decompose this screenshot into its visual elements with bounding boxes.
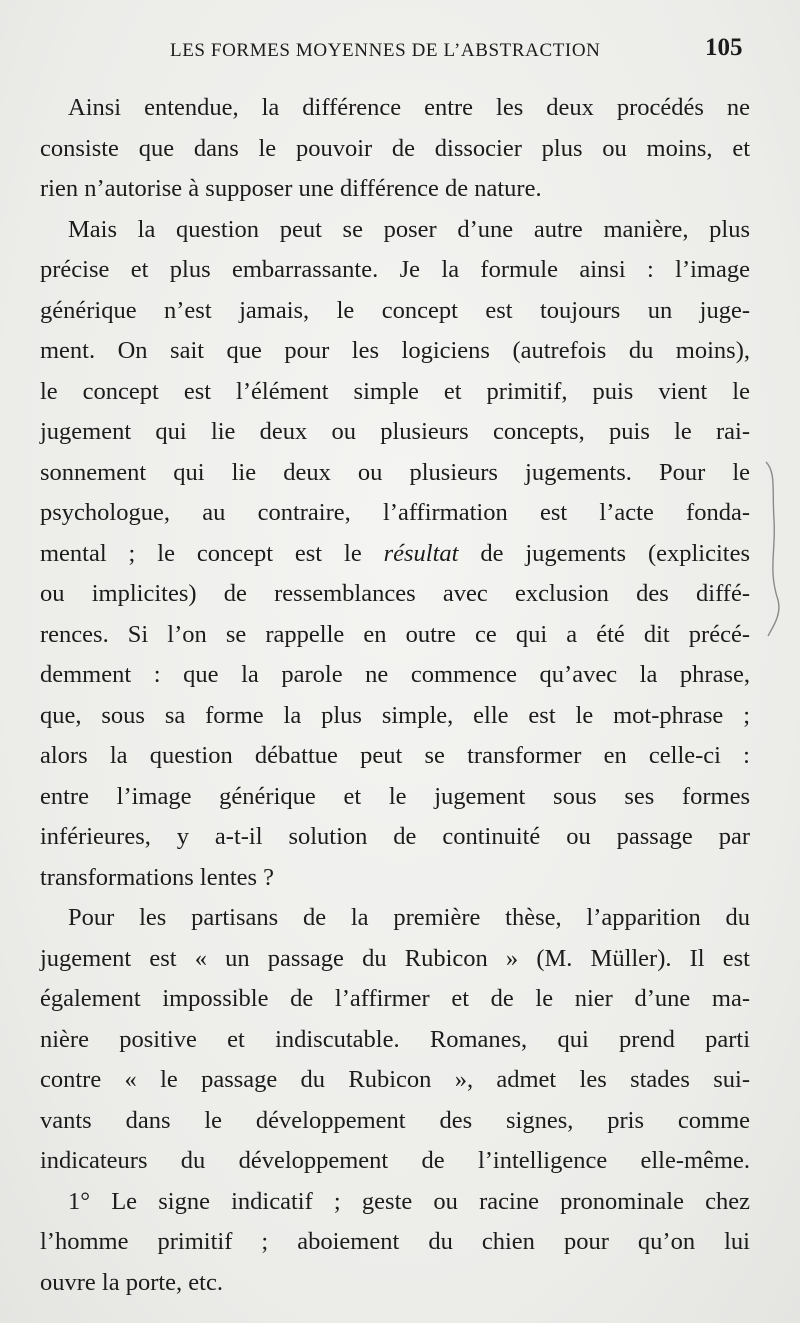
text-line: générique n’est jamais, le concept est toujours un juge- xyxy=(40,296,750,324)
text-line: le concept est l’élément simple et primitif, puis vient le xyxy=(40,377,750,405)
text-line: l’homme primitif ; aboiement du chien pour qu’on lui xyxy=(40,1228,750,1255)
text-line: consiste que dans le pouvoir de dissocier plus ou moins, et xyxy=(40,134,750,162)
text-segment: de jugements (explicites xyxy=(458,539,750,567)
text-line: rences. Si l’on se rappelle en outre ce qui a été dit précé- xyxy=(40,620,750,648)
text-line: transformations lentes ? xyxy=(40,863,275,891)
text-line: jugement qui lie deux ou plusieurs concepts, puis le rai- xyxy=(40,418,750,445)
text-line: vants dans le développement des signes, pris comme xyxy=(40,1106,750,1134)
italic-word: résultat xyxy=(383,539,459,567)
text-line: nière positive et indiscutable. Romanes, qui prend parti xyxy=(40,1025,750,1053)
text-line: Pour les partisans de la première thèse, l’apparition du xyxy=(68,904,750,931)
text-line: entre l’image générique et le jugement sous ses formes xyxy=(40,782,750,810)
text-line: psychologue, au contraire, l’affirmation est l’acte fonda- xyxy=(40,499,750,526)
text-line: jugement est « un passage du Rubicon » (M. Müller). Il est xyxy=(40,944,750,972)
text-line: Ainsi entendue, la différence entre les deux procédés ne xyxy=(68,94,750,121)
text-line: inférieures, y a-t-il solution de continuité ou passage par xyxy=(40,823,750,850)
text-line: que, sous sa forme la plus simple, elle est le mot-phrase ; xyxy=(40,701,750,729)
text-line: rien n’autorise à supposer une différence de nature. xyxy=(40,175,542,202)
text-line-with-italic xyxy=(40,534,750,575)
margin-pencil-mark xyxy=(762,460,792,640)
text-line: Mais la question peut se poser d’une autre manière, plus xyxy=(68,215,750,243)
text-line: demment : que la parole ne commence qu’avec la phrase, xyxy=(40,661,750,688)
text-line: également impossible de l’affirmer et de le nier d’une ma- xyxy=(40,985,750,1012)
text-line: ouvre la porte, etc. xyxy=(40,1268,223,1296)
text-segment: mental ; le concept est le xyxy=(40,539,384,567)
text-line: alors la question débattue peut se transformer en celle-ci : xyxy=(40,742,750,769)
text-line: ment. On sait que pour les logiciens (autrefois du moins), xyxy=(40,337,750,364)
text-line: précise et plus embarrassante. Je la formule ainsi : l’image xyxy=(40,256,750,283)
page-number: 105 xyxy=(705,34,743,61)
text-line: sonnement qui lie deux ou plusieurs jugements. Pour le xyxy=(40,458,750,486)
text-line: 1° Le signe indicatif ; geste ou racine pronominale chez xyxy=(68,1187,750,1215)
text-line: indicateurs du développement de l’intelligence elle-même. xyxy=(40,1147,750,1174)
running-title: LES FORMES MOYENNES DE L’ABSTRACTION xyxy=(170,40,601,61)
body-text xyxy=(40,88,750,1303)
text-line: contre « le passage du Rubicon », admet les stades sui- xyxy=(40,1066,750,1093)
text-line: ou implicites) de ressemblances avec exclusion des diffé- xyxy=(40,580,750,607)
